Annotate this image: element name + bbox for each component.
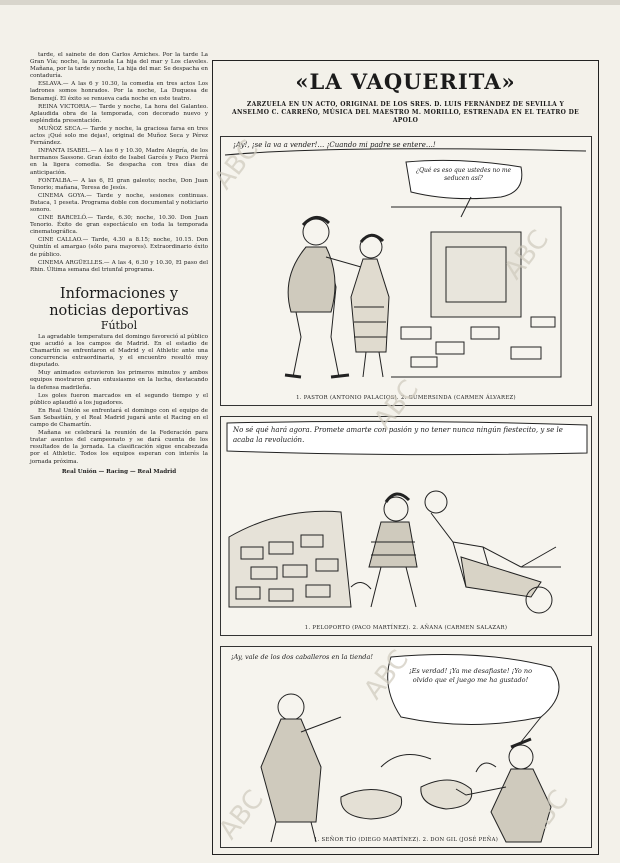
cartoon-panel-2 — [220, 416, 592, 636]
listing-paragraph: CINEMA ARGÜELLES.— A las 4, 6.30 y 10.30, El paso del Rhin. Última semana del triunfal programa. — [30, 259, 208, 273]
listing-paragraph: REINA VICTORIA.— Tarde y noche, La hora del Galanteo. Aplaudida obra de la temporada, con decorado nuevo y espléndida presentación. — [30, 103, 208, 124]
listing-paragraph: ESLAVA.— A las 6 y 10.30, la comedia en tres actos Los ladrones somos honrados. Por la noche, La Duquesa de Benamejí. El éxito se renueva cada noche en este teatro. — [30, 81, 208, 102]
section-heading: Informaciones y noticias deportivas — [49, 285, 189, 319]
panel-3-speech-bubble: ¡Es verdad! ¡Ya me desafiaste! ¡Yo no olvido que el juego me ha gustado! — [409, 667, 532, 684]
listing-paragraph: CINE BARCELÓ.— Tarde, 6.30; noche, 10.30. Don Juan Tenorio. Éxito de gran espectáculo en toda la temporada cinematográfica. — [30, 215, 208, 236]
panel-1-caption: 1. PASTOR (ANTONIO PALACIOS). 2. GUMERSINDA (CARMEN ÁLVAREZ) — [296, 395, 516, 401]
panel-3-banner: ¡Ay, vale de los dos caballeros en la tienda! — [231, 653, 373, 661]
listing-paragraph: MUÑOZ SECA.— Tarde y noche, la graciosa farsa en tres actos ¡Qué solo me dejas!, original de Muñoz Seca y Pérez Fernández. — [30, 125, 208, 147]
left-column — [30, 52, 208, 476]
cartoon-panel-1 — [220, 136, 592, 406]
article-paragraph: En Real Unión se enfrentará el domingo con el equipo de San Sebastián, y el Real Madrid jugará ante el Racing en el campo de Chamartín. — [30, 407, 208, 429]
cartoon-illustration-1 — [221, 137, 593, 407]
abc-watermark: ABC — [208, 134, 265, 196]
panel-3-caption: 1. SEÑOR TÍO (DIEGO MARTÍNEZ). 2. DON GIL (JOSÉ PEÑA) — [313, 837, 499, 843]
article-paragraph: Mañana se celebrará la reunión de la Federación para tratar asuntos del campeonato y se dará cuenta de los resultados de la jornada. La clasificación sigue encabezada por el Athletic. Todos los equipos esperan con interés la jornada próxima. — [30, 430, 208, 465]
bottom-reference: Real Unión — Racing — Real Madrid — [61, 468, 177, 475]
listing-paragraph: FONTALBA.— A las 6, El gran galeoto; noche, Don Juan Tenorio; mañana, Teresa de Jesús. — [30, 177, 208, 191]
panel-2-banner: No sé qué hará agora. Promete amarte con pasión y no tener nunca ningún fiestecito, y se le acaba la revolución. — [233, 426, 563, 444]
listing-paragraph: CINEMA GOYA.— Tarde y noche, sesiones continuas. Butaca, 1 peseta. Programa doble con documental y noticiario sonoro. — [30, 192, 208, 213]
abc-watermark: ABC — [518, 784, 575, 846]
listing-paragraph: CINE CALLAO.— Tarde, 4.30 a 8.15; noche, 10.15. Don Quintín el amargao (sólo para mayores). Extraordinario éxito de público. — [30, 237, 208, 258]
cartoon-illustration-2 — [221, 417, 593, 637]
top-rule — [0, 0, 620, 5]
panel-1-speech-bubble: ¿Qué es eso que ustedes no me seducen así? — [415, 167, 512, 182]
article-paragraph: La agradable temperatura del domingo favoreció al público que acudió a los campos de Madrid. En el estadio de Chamartín se enfrentaron el Madrid y el Athletic ante una concurrencia extraordinaria, y el encuentro resultó muy disputado. — [30, 333, 208, 369]
panel-1-banner: ¡Ay!, ¡se la va a vender!… ¡Cuando mi padre se entere…! — [233, 141, 436, 149]
abc-watermark: ABC — [213, 784, 270, 846]
listing-paragraph: tarde, el sainete de don Carlos Arniches. Por la tarde La Gran Vía; noche, la zarzuela La hija del mar y Los claveles. Mañana, por la tarde y noche, La hija del mar. Se despacha en contaduría. — [30, 52, 208, 80]
feature-box — [212, 60, 599, 855]
abc-watermark: ABC — [498, 224, 555, 286]
feature-subtitle: ZARZUELA EN UN ACTO, ORIGINAL DE LOS SRES. D. LUIS FERNÁNDEZ DE SEVILLA Y ANSELMO C. CARREÑO, MÚSICA DEL MAESTRO M. MORILLO, ESTRENADA EN EL TEATRO DE APOLO — [232, 101, 579, 124]
abc-watermark: ABC — [358, 644, 415, 706]
section-subheading: Fútbol — [100, 318, 138, 332]
abc-watermark: ABC — [368, 374, 425, 436]
article-paragraph: Los goles fueron marcados en el segundo tiempo y el público aplaudió a los jugadores. — [30, 392, 208, 406]
article-paragraph: Muy animados estuvieron los primeros minutos y ambos equipos mostraron gran entusiasmo en la lucha, destacando la defensa madrileña. — [30, 370, 208, 391]
listing-paragraph: INFANTA ISABEL.— A las 6 y 10.30, Madre Alegría, de los hermanos Sassone. Gran éxito de Isabel Garcés y Paco Pierrá en la ligera comedia. Se despacha con tres días de anticipación. — [30, 148, 208, 176]
feature-title: «LA VAQUERITA» — [295, 69, 516, 94]
panel-2-caption: 1. PELOPORTO (PACO MARTÍNEZ). 2. AÑANA (CARMEN SALAZAR) — [304, 625, 508, 631]
